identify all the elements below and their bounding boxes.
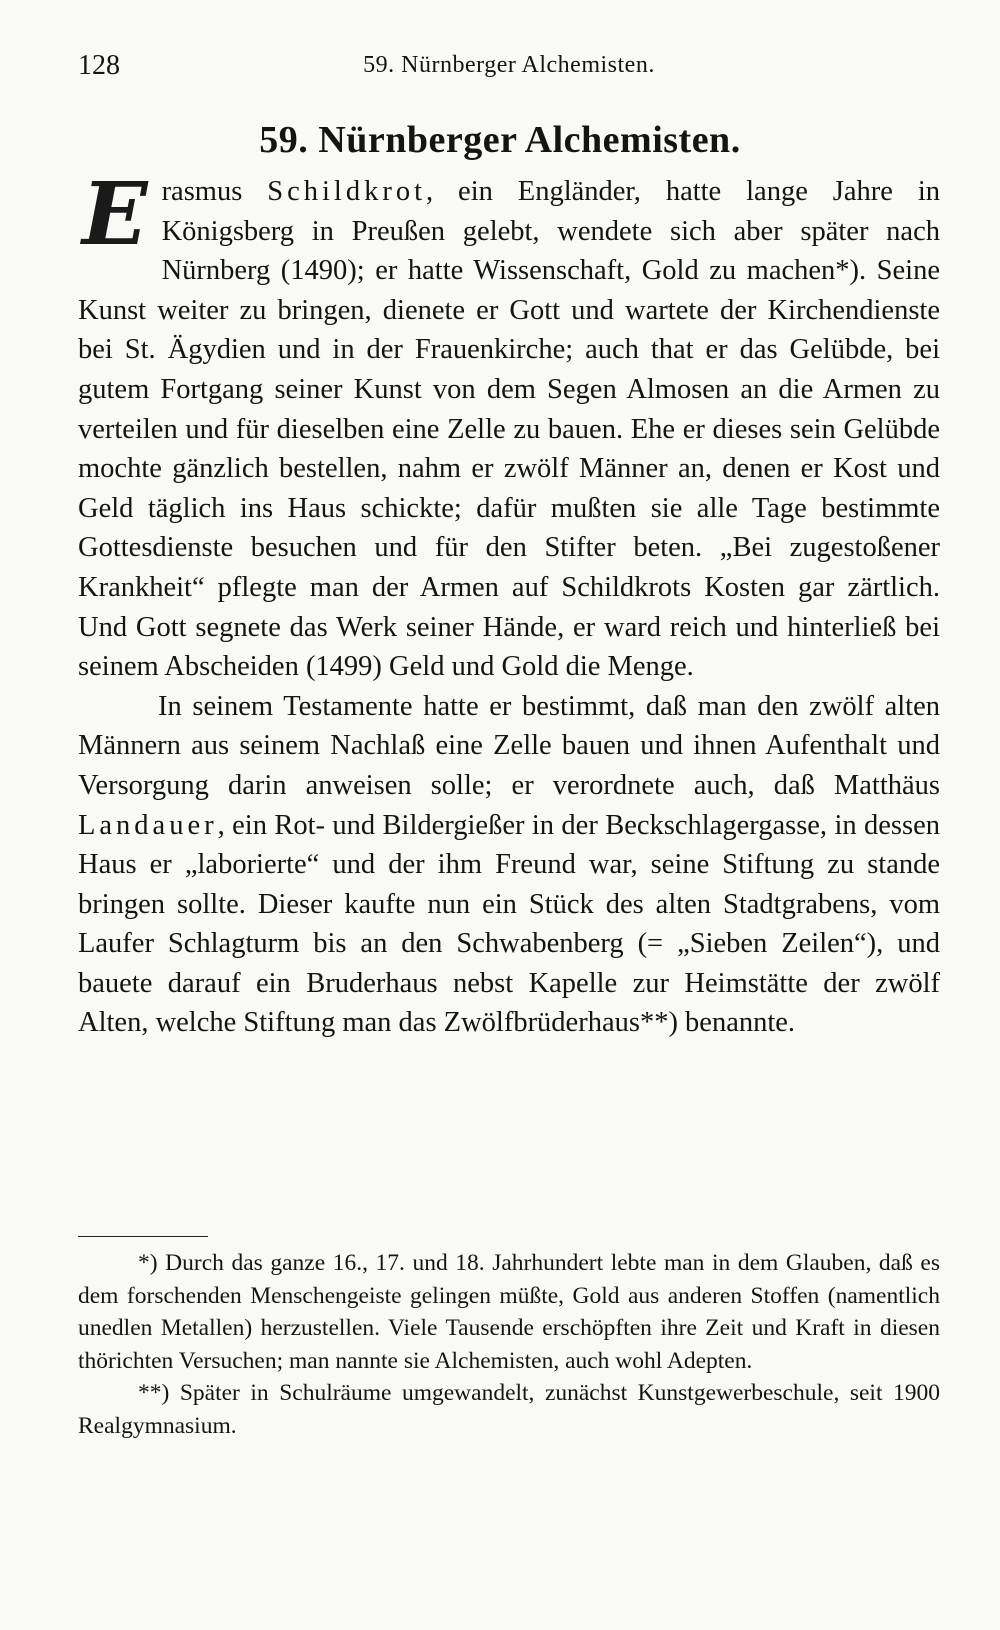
paragraph-1 (78, 164, 941, 687)
page-number: 128 (78, 50, 120, 81)
name-first: rasmus (161, 176, 243, 207)
footnote-2: **) Später in Schulräume umgewandelt, zunächst Kunstgewerbeschule, seit 1900 Realgymnasium. (78, 1380, 940, 1439)
footnotes (78, 1247, 940, 1442)
running-title: 59. Nürnberger Alchemisten. (363, 52, 655, 78)
name-landauer: Landauer (78, 809, 218, 841)
name-surname: Schildkrot (267, 176, 426, 207)
footnote-divider (78, 1236, 208, 1237)
paragraph-2-text-before: In seinem Testamente hatte er bestimmt, daß man den zwölf alten Männern aus seinem Nachlaß eine Zelle bauen und ihnen Aufenthalt und Versorgung darin anweisen solle; er verordnete auch, daß Matthäus (78, 690, 940, 801)
paragraph-2 (78, 687, 940, 1043)
running-head (78, 50, 940, 82)
footnote-1: *) Durch das ganze 16., 17. und 18. Jahrhundert lebte man in dem Glauben, daß es dem forschenden Menschengeiste gelingen müßte, Gold aus anderen Stoffen (namentlich unedlen Metallen) herzustellen. Viele Tausende erschöpften ihre Zeit und Kraft in diesen thörichten Versuchen; man nannte sie Alchemisten, auch wohl Adepten. (78, 1250, 940, 1374)
decorative-initial: E (82, 164, 148, 265)
body-text (78, 164, 941, 1043)
paragraph-1-text: , ein Engländer, hatte lange Jahre in Königsberg in Preußen gelebt, wendete sich aber später nach Nürnberg (1490); er hatte Wissenschaft, Gold zu machen*). Seine Kunst weiter zu bringen, dienete er Gott und wartete der Kirchendienste bei St. Ägydien und in der Frauenkirche; auch that er das Gelübde, bei gutem Fortgang seiner Kunst von dem Segen Almosen an die Armen zu verteilen und für dieselben eine Zelle zu bauen. Ehe er dieses sein Gelübde mochte gänzlich bestellen, nahm er zwölf Männer an, denen er Kost und Geld täglich ins Haus schickte; dafür mußten sie alle Tage bestimmte Gottesdienste besuchen und für den Stifter beten. „Bei zugestoßener Krankheit“ pflegte man der Armen auf Schildkrots Kosten gar zärtlich. Und Gott segnete das Werk seiner Hände, er ward reich und hinterließ bei seinem Abscheiden (1499) Geld und Gold die Menge. (78, 176, 941, 683)
paragraph-2-text-after: , ein Rot- und Bildergießer in der Beckschlagergasse, in dessen Haus er „laborierte“ und der ihm Freund war, seine Stiftung zu stande bringen sollte. Dieser kaufte nun ein Stück des alten Stadtgrabens, vom Laufer Schlagturm bis an den Schwabenberg (= „Sieben Zeilen“), und bauete darauf ein Bruderhaus nebst Kapelle zur Heimstätte der zwölf Alten, welche Stiftung man das Zwölfbrüderhaus**) benannte. (78, 809, 940, 1039)
chapter-title: 59. Nürnberger Alchemisten. (259, 119, 741, 161)
